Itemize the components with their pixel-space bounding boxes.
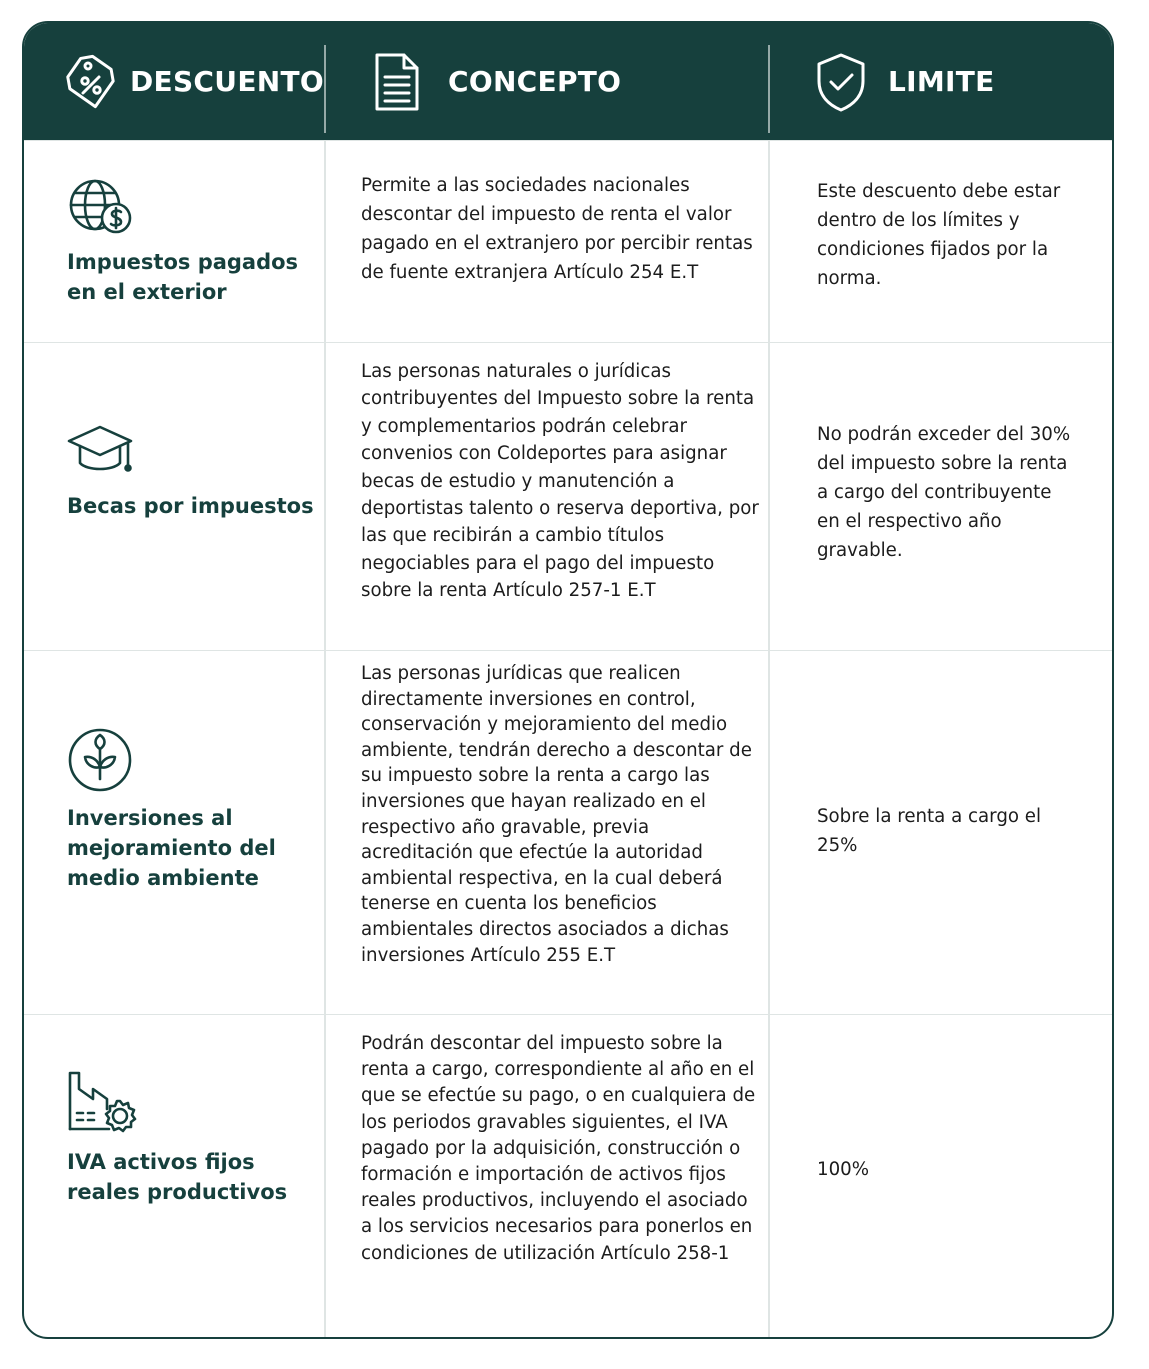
limit-text: No podrán exceder del 30% del impuesto sobre la renta a cargo del contribuyente en el respectivo año gravable. [817,424,1071,561]
header-label-concepto: CONCEPTO [448,65,622,98]
header-label-limite: LIMITE [888,65,995,98]
document-icon [368,50,426,114]
table-row [24,650,1112,1015]
concept-text: Las personas jurídicas que realicen directamente inversiones en control, conservación y mejoramiento del medio ambiente, tendrán derecho a descontar de su impuesto sobre la renta a cargo las inversiones que hayan realizado en el respectivo año gravable, previa acreditación que efectúe la autoridad ambiental respectiva, en la cual deberá tenerse en cuenta los beneficios ambientales directos asociados a dichas inversiones Artículo 255 E.T [361,663,752,966]
header-limite [812,23,995,140]
concept-text: Podrán descontar del impuesto sobre la renta a cargo, correspondiente al año en el que se efectúe su pago, o en cualquiera de los periodos gravables siguientes, el IVA pagado por la adquisición, construcción o formación e importación de activos fijos reales productivos, incluyendo el asociado a los servicios necesarios para ponerlos en condiciones de utilización Artículo 258-1 [361,1033,756,1264]
table-header [24,23,1112,140]
factory-gear-icon [67,1069,137,1137]
discount-cell [67,421,317,521]
header-descuento [62,23,324,140]
plant-icon [67,727,133,793]
discount-title: Impuestos pagados en el exterior [67,250,299,304]
discount-title: Becas por impuestos [67,494,314,518]
discount-cell [67,727,317,893]
discount-title: Inversiones al mejoramiento del medio ambiente [67,806,276,890]
header-divider [324,45,326,133]
discount-title: IVA activos fijos reales productivos [67,1150,288,1204]
concept-text: Permite a las sociedades nacionales descontar del impuesto de renta el valor pagado en el extranjero por percibir rentas de fuente extranjera Artículo 254 E.T [361,175,753,283]
limit-text: 100% [817,1159,869,1180]
table-row [24,342,1112,651]
discount-cell [67,177,317,307]
header-divider [768,45,770,133]
limit-text: Este descuento debe estar dentro de los límites y condiciones fijados por la norma. [817,181,1061,289]
graduation-cap-icon [67,421,135,477]
table-row [24,1014,1112,1339]
discount-cell [67,1069,317,1207]
table-row [24,140,1112,343]
globe-dollar-icon [67,177,133,237]
header-concepto [368,23,621,140]
concept-text: Las personas naturales o jurídicas contribuyentes del Impuesto sobre la renta y complementarios podrán celebrar convenios con Coldeportes para asignar becas de estudio y manutención a deportistas talento o reserva deportiva, por las que recibirán a cambio títulos negociables para el pago del impuesto sobre la renta Artículo 257-1 E.T [361,361,759,602]
discount-tag-icon [62,50,120,114]
shield-check-icon [812,50,870,114]
header-label-descuento: DESCUENTO [130,65,324,98]
limit-text: Sobre la renta a cargo el 25% [817,806,1042,856]
discount-table [22,21,1114,1339]
